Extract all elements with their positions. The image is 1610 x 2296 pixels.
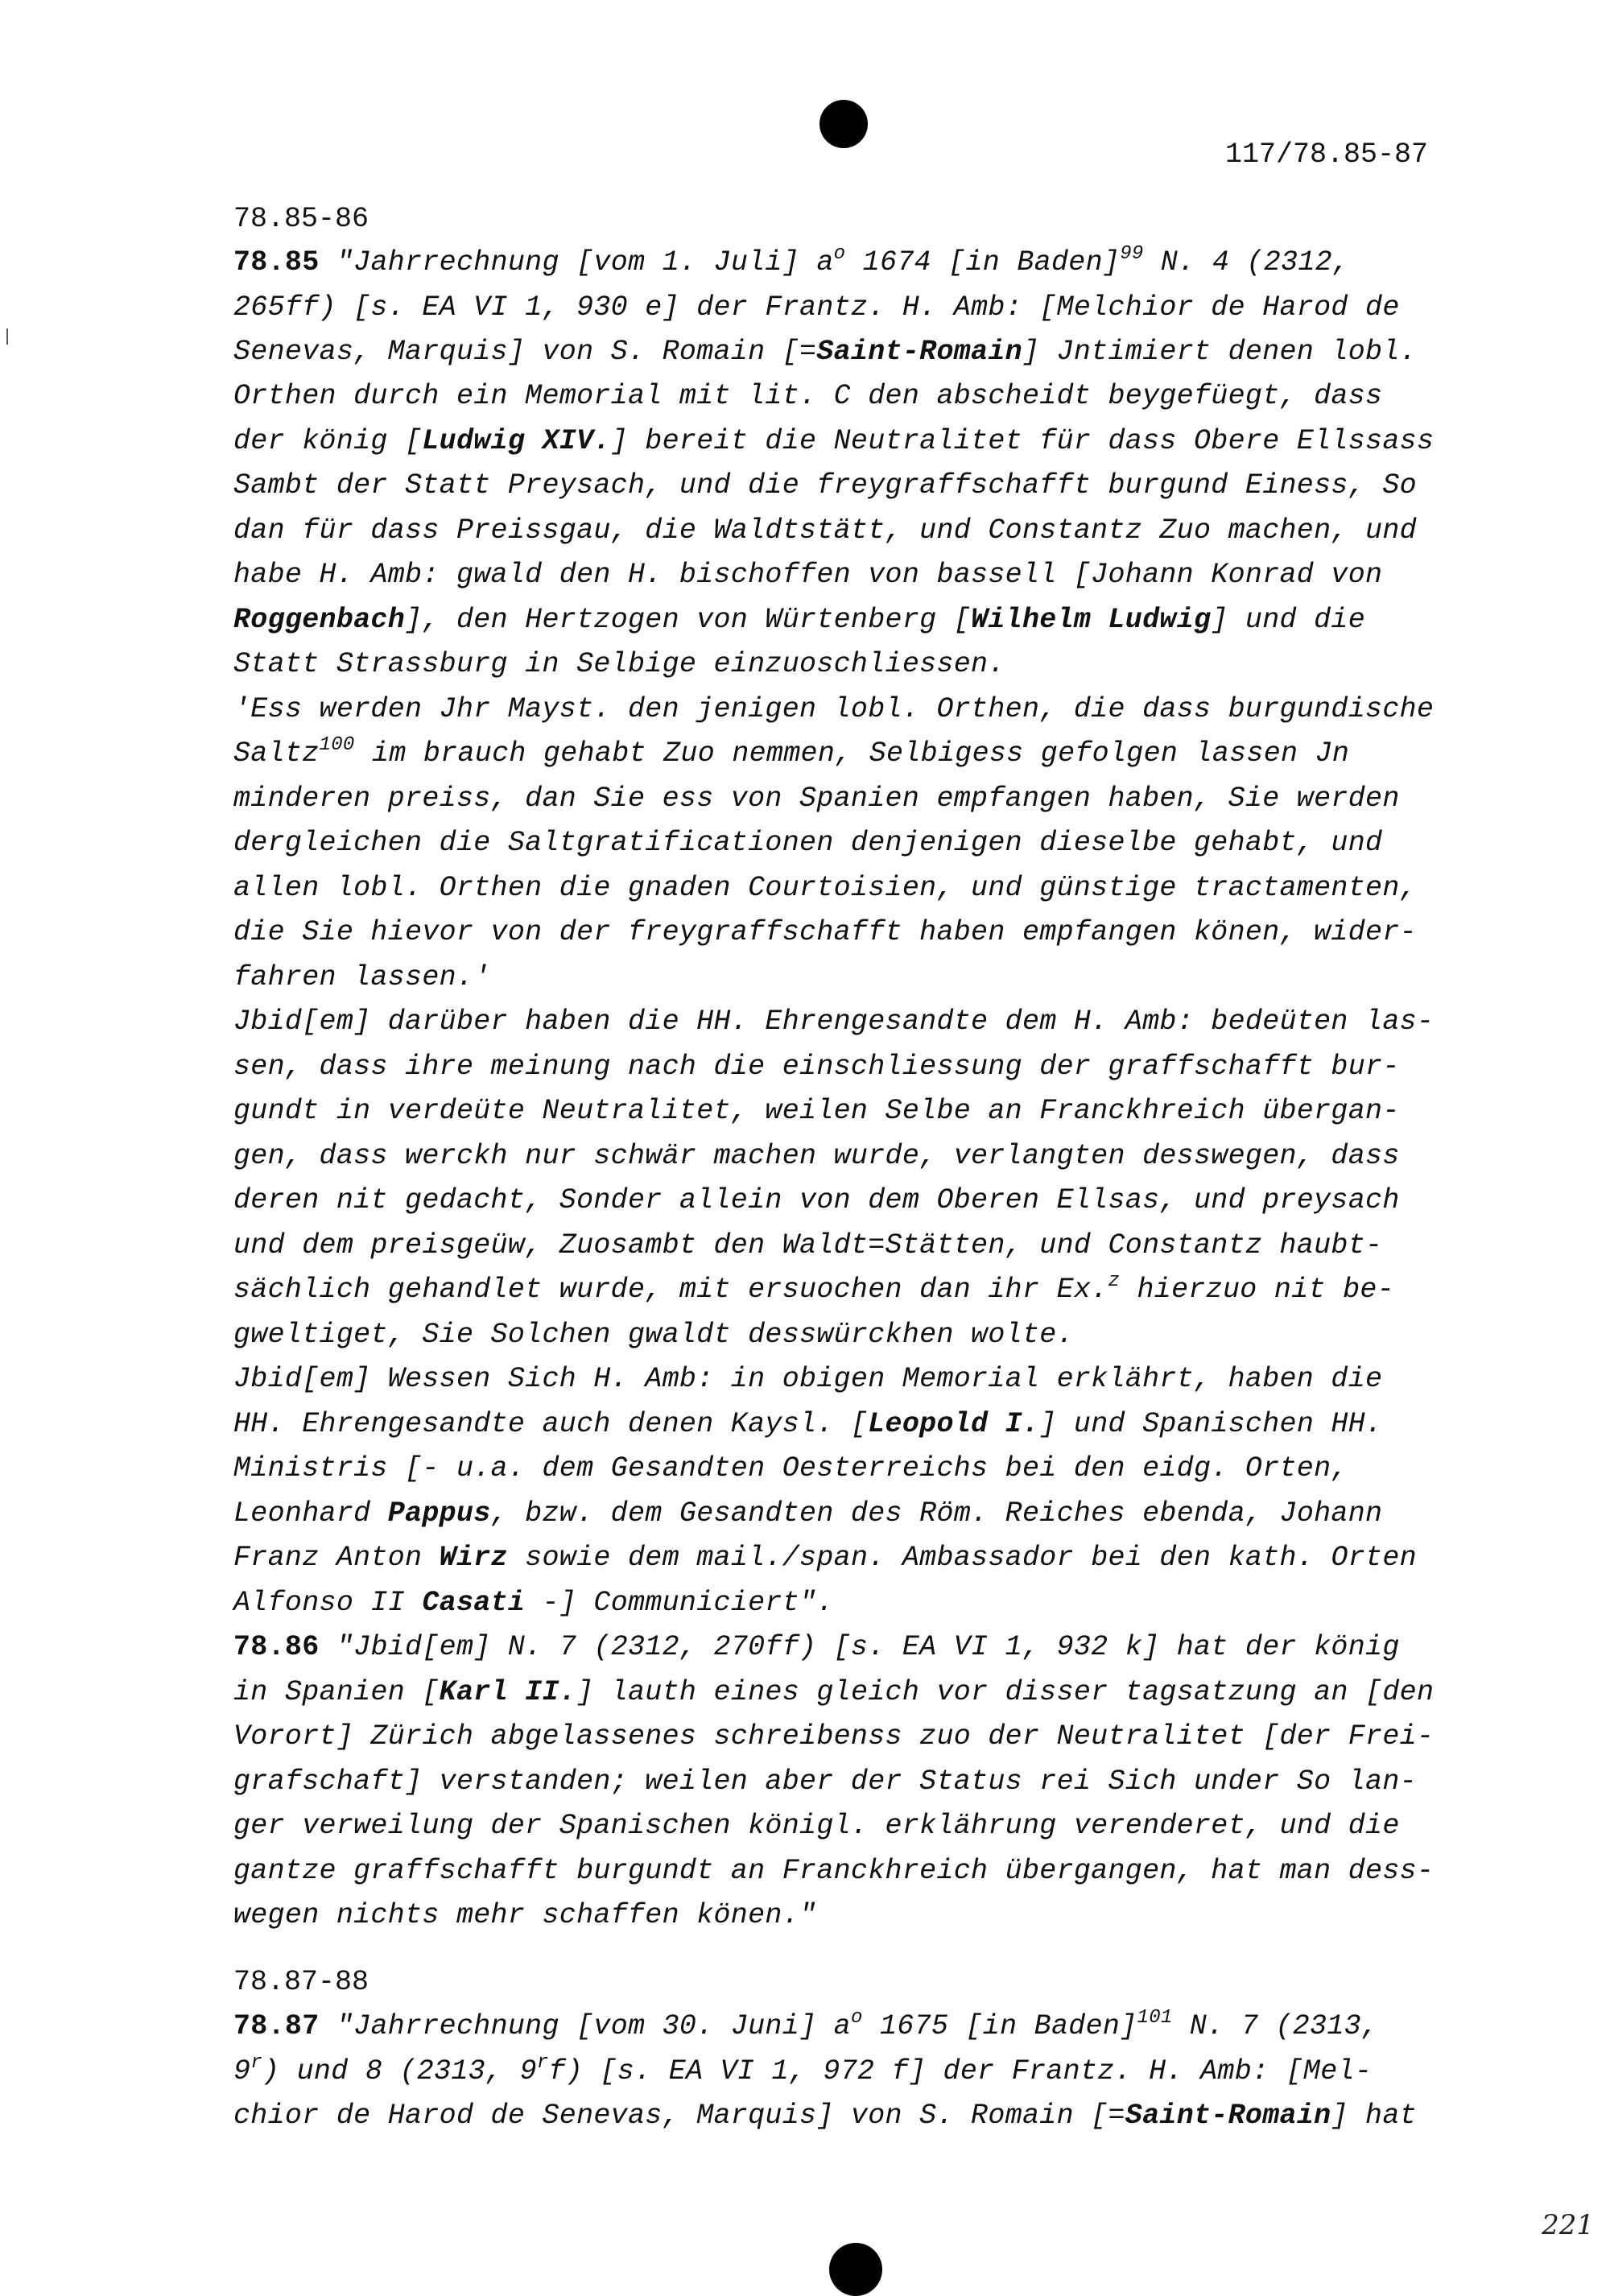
text-line: HH. Ehrengesandte auch denen Kaysl. [Leopold I.] und Spanischen HH. xyxy=(233,1408,1383,1440)
text-line: Statt Strassburg in Selbige einzuoschliessen. xyxy=(233,648,1005,680)
text-line: Orthen durch ein Memorial mit lit. C den abscheidt beygefüegt, dass xyxy=(233,380,1383,412)
handwritten-page-number: 221 xyxy=(1542,2209,1594,2241)
text-line: fahren lassen.' xyxy=(233,961,491,993)
text-line: gweltiget, Sie Solchen gwaldt desswürckhen wolte. xyxy=(233,1319,1074,1351)
text-line: 265ff) [s. EA VI 1, 930 e] der Frantz. H. Amb: [Melchior de Harod de xyxy=(233,291,1400,324)
text-line: Saltz$^{100}$ im brauch gehabt Zuo nemmen, Selbigess gefolgen lassen Jn xyxy=(233,734,1350,770)
text-line: sächlich gehandlet wurde, mit ersuochen dan ihr Ex.$^z$ hierzuo nit be- xyxy=(233,1270,1395,1306)
text-line: ger verweilung der Spanischen königl. erklährung verenderet, und die xyxy=(233,1810,1400,1842)
section-label-78-85-86: 78.85-86 xyxy=(233,203,369,235)
text-line: gantze graffschafft burgundt an Franckhreich übergangen, hat man dess- xyxy=(233,1855,1435,1887)
text-line: dergleichen die Saltgratificationen denjenigen dieselbe gehabt, und xyxy=(233,827,1383,859)
text-line: dan für dass Preissgau, die Waldtstätt, und Constantz Zuo machen, und xyxy=(233,514,1417,547)
section-label-78-87-88: 78.87-88 xyxy=(233,1966,369,1998)
text-line: 'Ess werden Jhr Mayst. den jenigen lobl. Orthen, die dass burgundische xyxy=(233,693,1435,725)
entry-number-78-86: 78.86 xyxy=(233,1631,320,1663)
text-line: Roggenbach], den Hertzogen von Würtenberg [Wilhelm Ludwig] und die xyxy=(233,604,1366,636)
text-line: 78.87 "Jahrrechnung [vom 30. Juni] $a^o$ 1675 [in Baden]$^{101}$ N. 7 (2313, xyxy=(233,2007,1379,2042)
text-line: 78.85 "Jahrrechnung [vom 1. Juli] $a^o$ 1674 [in Baden]$^{99}$ N. 4 (2312, xyxy=(233,243,1350,279)
text-line: chior de Harod de Senevas, Marquis] von S. Romain [=Saint-Romain] hat xyxy=(233,2100,1417,2132)
text-line: Ministris [- u.a. dem Gesandten Oesterreichs bei den eidg. Orten, xyxy=(233,1452,1348,1485)
text-line: sen, dass ihre meinung nach die einschliessung der graffschafft bur- xyxy=(233,1051,1400,1083)
text-line: gen, dass werckh nur schwär machen wurde, verlangten desswegen, dass xyxy=(233,1140,1400,1172)
text-line: Jbid[em] darüber haben die HH. Ehrengesandte dem H. Amb: bedeüten las- xyxy=(233,1006,1435,1038)
text-line: 9$^r$) und 8 (2313, 9$^r$f) [s. EA VI 1, 972 f] der Frantz. H. Amb: [Mel- xyxy=(233,2052,1373,2087)
text-line: Leonhard Pappus, bzw. dem Gesandten des Röm. Reiches ebenda, Johann xyxy=(233,1497,1383,1530)
text-line: Senevas, Marquis] von S. Romain [=Saint-Romain] Jntimiert denen lobl. xyxy=(233,336,1417,368)
text-line: allen lobl. Orthen die gnaden Courtoisien, und günstige tractamenten, xyxy=(233,872,1417,904)
text-line: die Sie hievor von der freygraffschafft haben empfangen könen, wider- xyxy=(233,916,1417,948)
text-line: minderen preiss, dan Sie ess von Spanien empfangen haben, Sie werden xyxy=(233,783,1400,815)
text-line: wegen nichts mehr schaffen könen." xyxy=(233,1899,817,1931)
text-line: Sambt der Statt Preysach, und die freygraffschafft burgund Einess, So xyxy=(233,469,1417,502)
text-line: Franz Anton Wirz sowie dem mail./span. Ambassador bei den kath. Orten xyxy=(233,1542,1417,1574)
entry-number-78-85: 78.85 xyxy=(233,246,320,279)
text-line: in Spanien [Karl II.] lauth eines gleich vor disser tagsatzung an [den xyxy=(233,1676,1435,1708)
text-line: grafschaft] verstanden; weilen aber der Status rei Sich under So lan- xyxy=(233,1765,1417,1798)
punch-hole-bottom xyxy=(829,2243,882,2296)
text-line: 78.86 "Jbid[em] N. 7 (2312, 270ff) [s. EA VI 1, 932 k] hat der könig xyxy=(233,1631,1400,1663)
punch-hole-top xyxy=(819,100,868,148)
text-line: Alfonso II Casati -] Communiciert". xyxy=(233,1587,834,1619)
margin-mark xyxy=(6,328,8,345)
text-line: habe H. Amb: gwald den H. bischoffen von bassell [Johann Konrad von xyxy=(233,559,1383,591)
page-reference: 117/78.85-87 xyxy=(1225,138,1429,171)
text-line: der könig [Ludwig XIV.] bereit die Neutralitet für dass Obere Ellssass xyxy=(233,425,1435,457)
entry-number-78-87: 78.87 xyxy=(233,2010,320,2042)
text-line: gundt in verdeüte Neutralitet, weilen Selbe an Franckhreich übergan- xyxy=(233,1095,1400,1127)
text-line: und dem preisgeüw, Zuosambt den Waldt=Stätten, und Constantz haubt- xyxy=(233,1229,1383,1262)
text-line: Jbid[em] Wessen Sich H. Amb: in obigen Memorial erklährt, haben die xyxy=(233,1363,1383,1395)
text-line: Vorort] Zürich abgelassenes schreibenss zuo der Neutralitet [der Frei- xyxy=(233,1720,1435,1753)
text-line: deren nit gedacht, Sonder allein von dem Oberen Ellsas, und preysach xyxy=(233,1184,1400,1216)
